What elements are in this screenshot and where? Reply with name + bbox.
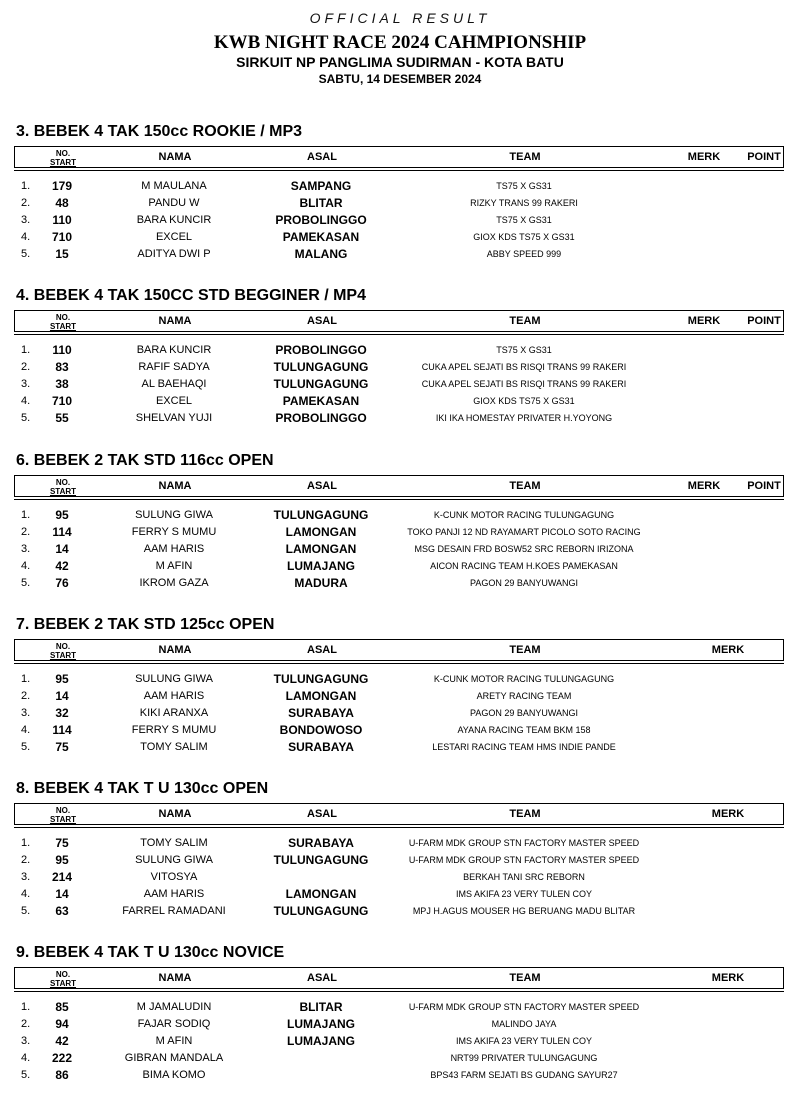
result-section [14,285,784,427]
position-cell: 1. [21,180,31,192]
header-merk: MERK [687,480,721,492]
start-number-cell: 179 [51,179,73,193]
result-rows [14,835,784,920]
start-number-cell: 15 [55,247,69,261]
result-row [14,739,784,756]
rider-name-cell: EXCEL [155,231,193,243]
position-cell: 4. [21,231,31,243]
position-cell: 5. [21,577,31,589]
team-cell: PAGON 29 BANYUWANGI [469,578,579,588]
team-cell: AICON RACING TEAM H.KOES PAMEKASAN [430,561,618,571]
team-cell: GIOX KDS TS75 X GS31 [473,396,575,406]
position-cell: 3. [21,1035,31,1047]
header-start-label: START [49,979,77,988]
team-cell: BERKAH TANI SRC REBORN [463,872,585,882]
position-cell: 3. [21,871,31,883]
origin-cell: MALANG [294,247,348,261]
header-nama: NAMA [158,151,192,163]
result-row [14,671,784,688]
position-cell: 5. [21,248,31,260]
origin-cell: BLITAR [299,196,343,210]
position-cell: 5. [21,741,31,753]
rider-name-cell: PANDU W [148,197,200,209]
start-number-cell: 95 [55,853,69,867]
result-section [14,942,784,1084]
header-asal: ASAL [307,808,337,820]
origin-cell: SURABAYA [288,740,354,754]
result-row [14,524,784,541]
header-no-start [39,804,87,828]
start-number-cell: 114 [52,525,72,539]
rider-name-cell: TOMY SALIM [140,837,208,849]
start-number-cell: 55 [55,411,69,425]
header-merk: MERK [687,151,721,163]
team-cell: U-FARM MDK GROUP STN FACTORY MASTER SPEED [408,855,640,865]
header-point: POINT [747,151,781,163]
position-cell: 4. [21,724,31,736]
header-nama: NAMA [158,644,192,656]
team-cell: NRT99 PRIVATER TULUNGAGUNG [450,1053,598,1063]
result-row [14,903,784,920]
team-cell: AYANA RACING TEAM BKM 158 [457,725,591,735]
header-nama: NAMA [158,972,192,984]
rider-name-cell: SHELVAN YUJI [135,412,213,424]
position-cell: 2. [21,526,31,538]
origin-cell: LAMONGAN [285,542,357,556]
rider-name-cell: BIMA KOMO [142,1069,206,1081]
position-cell: 4. [21,888,31,900]
rider-name-cell: SULUNG GIWA [135,854,213,866]
start-number-cell: 710 [51,394,73,408]
origin-cell: PROBOLINGGO [275,411,367,425]
origin-cell: SAMPANG [290,179,352,193]
result-rows [14,342,784,427]
team-cell: CUKA APEL SEJATI BS RISQI TRANS 99 RAKERI [421,379,627,389]
rider-name-cell: AAM HARIS [143,543,205,555]
result-row [14,507,784,524]
header-no-label: NO. [55,970,71,979]
origin-cell: LAMONGAN [285,689,357,703]
result-rows [14,671,784,756]
origin-cell: TULUNGAGUNG [273,904,369,918]
start-number-cell: 42 [55,1034,69,1048]
team-cell: IMS AKIFA 23 VERY TULEN COY [455,1036,593,1046]
rider-name-cell: RAFIF SADYA [138,361,210,373]
rider-name-cell: FAJAR SODIQ [137,1018,211,1030]
section-title: 6. BEBEK 2 TAK STD 116cc OPEN [16,452,274,469]
origin-cell: BLITAR [299,1000,343,1014]
team-cell: IMS AKIFA 23 VERY TULEN COY [455,889,593,899]
result-row [14,178,784,195]
table-header [14,310,784,332]
start-number-cell: 75 [55,836,69,850]
start-number-cell: 14 [55,887,69,901]
result-section [14,450,784,592]
team-cell: ARETY RACING TEAM [476,691,572,701]
header-no-start [39,476,87,500]
position-cell: 4. [21,1052,31,1064]
section-title: 8. BEBEK 4 TAK T U 130cc OPEN [16,780,269,797]
section-title: 3. BEBEK 4 TAK 150cc ROOKIE / MP3 [16,123,303,140]
origin-cell: PAMEKASAN [282,394,360,408]
rider-name-cell: ADITYA DWI P [137,248,211,260]
origin-cell: MADURA [294,576,348,590]
result-section [14,121,784,263]
start-number-cell: 86 [55,1068,69,1082]
start-number-cell: 14 [55,689,69,703]
rider-name-cell: SULUNG GIWA [135,509,213,521]
start-number-cell: 222 [51,1051,73,1065]
result-row [14,541,784,558]
header-no-label: NO. [55,642,71,651]
start-number-cell: 83 [55,360,69,374]
origin-cell: LUMAJANG [287,1034,355,1048]
header-point: POINT [747,315,781,327]
start-number-cell: 94 [55,1017,69,1031]
result-row [14,1067,784,1084]
position-cell: 3. [21,214,31,226]
header-no-start [39,968,87,992]
start-number-cell: 710 [51,230,73,244]
position-cell: 3. [21,543,31,555]
result-row [14,722,784,739]
header-asal: ASAL [307,644,337,656]
position-cell: 5. [21,905,31,917]
team-cell: GIOX KDS TS75 X GS31 [473,232,575,242]
header-start-label: START [49,322,77,331]
result-row [14,1016,784,1033]
result-section [14,778,784,920]
result-row [14,359,784,376]
result-row [14,229,784,246]
header-no-label: NO. [55,806,71,815]
team-cell: U-FARM MDK GROUP STN FACTORY MASTER SPEED [408,838,640,848]
header-merk: MERK [711,808,745,820]
result-row [14,195,784,212]
start-number-cell: 95 [55,672,69,686]
header-start-label: START [49,651,77,660]
origin-cell: SURABAYA [288,836,354,850]
rider-name-cell: GIBRAN MANDALA [124,1052,224,1064]
origin-cell: LUMAJANG [287,559,355,573]
origin-cell: PROBOLINGGO [275,213,367,227]
result-row [14,558,784,575]
result-row [14,342,784,359]
header-team: TEAM [509,644,541,656]
team-cell: PAGON 29 BANYUWANGI [469,708,579,718]
team-cell: TS75 X GS31 [496,345,552,355]
result-row [14,835,784,852]
header-team: TEAM [509,315,541,327]
start-number-cell: 42 [55,559,69,573]
position-cell: 3. [21,707,31,719]
result-row [14,246,784,263]
team-cell: TS75 X GS31 [496,181,552,191]
result-row [14,852,784,869]
team-cell: K-CUNK MOTOR RACING TULUNGAGUNG [433,674,615,684]
start-number-cell: 110 [52,343,72,357]
header-nama: NAMA [158,315,192,327]
table-header [14,475,784,497]
header-asal: ASAL [307,151,337,163]
header-team: TEAM [509,480,541,492]
rider-name-cell: BARA KUNCIR [136,214,212,226]
rider-name-cell: IKROM GAZA [139,577,209,589]
origin-cell: LUMAJANG [287,1017,355,1031]
result-row [14,575,784,592]
start-number-cell: 48 [55,196,69,210]
header-merk: MERK [711,972,745,984]
result-row [14,999,784,1016]
header-nama: NAMA [158,480,192,492]
header-asal: ASAL [307,480,337,492]
team-cell: IKI IKA HOMESTAY PRIVATER H.YOYONG [435,413,613,423]
header-merk: MERK [687,315,721,327]
header-no-label: NO. [55,313,71,322]
start-number-cell: 63 [55,904,69,918]
team-cell: MPJ H.AGUS MOUSER HG BERUANG MADU BLITAR [412,906,636,916]
start-number-cell: 110 [52,213,72,227]
origin-cell: TULUNGAGUNG [273,853,369,867]
start-number-cell: 85 [55,1000,69,1014]
team-cell: ABBY SPEED 999 [486,249,562,259]
rider-name-cell: M MAULANA [141,180,207,192]
header-no-start [39,147,87,171]
header-team: TEAM [509,151,541,163]
position-cell: 1. [21,344,31,356]
venue-line: SIRKUIT NP PANGLIMA SUDIRMAN - KOTA BATU [236,54,564,70]
section-title: 7. BEBEK 2 TAK STD 125cc OPEN [16,616,275,633]
header-asal: ASAL [307,315,337,327]
position-cell: 5. [21,1069,31,1081]
rider-name-cell: AAM HARIS [143,690,205,702]
rider-name-cell: FERRY S MUMU [131,526,217,538]
team-cell: RIZKY TRANS 99 RAKERI [470,198,578,208]
origin-cell: TULUNGAGUNG [273,377,369,391]
result-row [14,886,784,903]
origin-cell: BONDOWOSO [279,723,363,737]
team-cell: K-CUNK MOTOR RACING TULUNGAGUNG [433,510,615,520]
rider-name-cell: M AFIN [155,1035,193,1047]
start-number-cell: 32 [55,706,69,720]
origin-cell: PAMEKASAN [282,230,360,244]
header-start-label: START [49,487,77,496]
result-section [14,614,784,756]
header-asal: ASAL [307,972,337,984]
header-merk: MERK [711,644,745,656]
origin-cell: LAMONGAN [285,887,357,901]
rider-name-cell: AAM HARIS [143,888,205,900]
team-cell: U-FARM MDK GROUP STN FACTORY MASTER SPEED [408,1002,640,1012]
header-team: TEAM [509,808,541,820]
result-row [14,688,784,705]
header-team: TEAM [509,972,541,984]
start-number-cell: 75 [55,740,69,754]
team-cell: TS75 X GS31 [496,215,552,225]
table-header [14,967,784,989]
position-cell: 3. [21,378,31,390]
team-cell: BPS43 FARM SEJATI BS GUDANG SAYUR27 [430,1070,618,1080]
result-row [14,393,784,410]
section-title: 4. BEBEK 4 TAK 150CC STD BEGGINER / MP4 [16,287,366,304]
section-title: 9. BEBEK 4 TAK T U 130cc NOVICE [16,944,285,961]
origin-cell: SURABAYA [288,706,354,720]
rider-name-cell: SULUNG GIWA [135,673,213,685]
team-cell: LESTARI RACING TEAM HMS INDIE PANDE [432,742,616,752]
team-cell: CUKA APEL SEJATI BS RISQI TRANS 99 RAKERI [421,362,627,372]
position-cell: 2. [21,1018,31,1030]
position-cell: 1. [21,837,31,849]
team-cell: TOKO PANJI 12 ND RAYAMART PICOLO SOTO RACING [407,527,641,537]
rider-name-cell: M AFIN [155,560,193,572]
rider-name-cell: AL BAEHAQI [141,378,207,390]
position-cell: 2. [21,854,31,866]
result-row [14,376,784,393]
table-header [14,639,784,661]
rider-name-cell: BARA KUNCIR [136,344,212,356]
origin-cell: LAMONGAN [285,525,357,539]
position-cell: 1. [21,673,31,685]
position-cell: 5. [21,412,31,424]
team-cell: MALINDO JAYA [491,1019,557,1029]
table-header [14,146,784,168]
origin-cell: PROBOLINGGO [275,343,367,357]
origin-cell: TULUNGAGUNG [273,672,369,686]
result-rows [14,507,784,592]
header-start-label: START [49,815,77,824]
position-cell: 4. [21,560,31,572]
origin-cell: TULUNGAGUNG [273,508,369,522]
document-title: KWB NIGHT RACE 2024 CAHMPIONSHIP [213,32,587,53]
result-row [14,869,784,886]
team-cell: MSG DESAIN FRD BOSW52 SRC REBORN IRIZONA [414,544,634,554]
start-number-cell: 114 [52,723,72,737]
start-number-cell: 14 [55,542,69,556]
origin-cell: TULUNGAGUNG [273,360,369,374]
rider-name-cell: FARREL RAMADANI [122,905,226,917]
header-no-start [39,311,87,335]
rider-name-cell: EXCEL [155,395,193,407]
header-start-label: START [49,158,77,167]
result-row [14,1033,784,1050]
position-cell: 4. [21,395,31,407]
position-cell: 1. [21,509,31,521]
rider-name-cell: VITOSYA [150,871,198,883]
position-cell: 2. [21,361,31,373]
header-no-label: NO. [55,149,71,158]
document-header [0,8,800,87]
result-rows [14,178,784,263]
rider-name-cell: TOMY SALIM [140,741,208,753]
header-point: POINT [747,480,781,492]
result-row [14,705,784,722]
result-row [14,410,784,427]
result-row [14,1050,784,1067]
rider-name-cell: KIKI ARANXA [139,707,209,719]
header-no-start [39,640,87,664]
start-number-cell: 38 [55,377,69,391]
result-row [14,212,784,229]
position-cell: 2. [21,197,31,209]
header-no-label: NO. [55,478,71,487]
document-subtitle: OFFICIAL RESULT [309,10,491,26]
result-rows [14,999,784,1084]
position-cell: 2. [21,690,31,702]
rider-name-cell: FERRY S MUMU [131,724,217,736]
start-number-cell: 95 [55,508,69,522]
header-nama: NAMA [158,808,192,820]
date-line: SABTU, 14 DESEMBER 2024 [318,72,482,86]
start-number-cell: 214 [51,870,73,884]
rider-name-cell: M JAMALUDIN [136,1001,212,1013]
position-cell: 1. [21,1001,31,1013]
start-number-cell: 76 [55,576,69,590]
table-header [14,803,784,825]
